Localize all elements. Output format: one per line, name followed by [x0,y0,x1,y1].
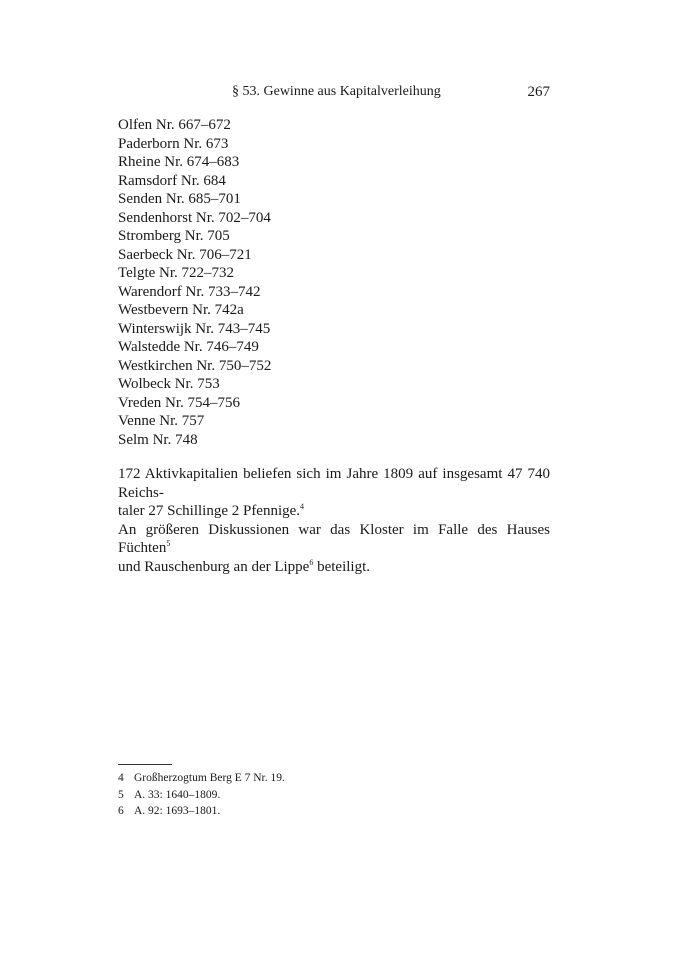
footnote-text: A. 33: 1640–1809. [134,788,221,801]
list-item: Ramsdorf Nr. 684 [118,172,226,189]
running-header [118,84,550,106]
list-item: Stromberg Nr. 705 [118,228,230,244]
list-item: Warendorf Nr. 733–742 [118,283,261,300]
footnote-text: Großherzogtum Berg E 7 Nr. 19. [134,772,285,784]
list-item: Westkirchen Nr. 750–752 [118,357,272,374]
list-item: Olfen Nr. 667–672 [118,117,231,133]
footnote [118,770,285,787]
list-item: Vreden Nr. 754–756 [118,394,240,411]
list-item: Selm Nr. 748 [118,431,198,448]
header-title: § 53. Gewinne aus Kapitalverleihung [232,84,441,99]
footnote-number: 4 [118,772,124,784]
place-list [118,116,271,449]
paragraph-line: beteiligt. [313,558,370,575]
list-item: Sendenhorst Nr. 702–704 [118,209,271,226]
footnote-text: A. 92: 1693–1801. [134,805,221,817]
body-text [118,465,550,576]
list-item: Saerbeck Nr. 706–721 [118,246,252,263]
footnote-ref[interactable]: 4 [300,502,305,511]
footnote [118,803,285,820]
footnote-ref[interactable]: 6 [309,557,314,567]
footnote-ref[interactable]: 5 [166,539,171,548]
paragraph-line: und Rauschenburg an der Lippe [118,558,310,575]
list-item: Westbevern Nr. 742a [118,302,244,318]
footnote [118,787,285,804]
paragraph-line: taler 27 Schillinge 2 Pfennige. [118,503,301,519]
paragraph-line: An größeren Diskussionen war das Kloster im Falle des Hauses Füchten [118,521,550,556]
paragraph-capital [118,465,550,521]
paragraph-line: 172 Aktivkapitalien beliefen sich im Jahre 1809 auf insgesamt 47 740 Reichs- [118,466,550,501]
list-item: Walstedde Nr. 746–749 [118,339,259,355]
list-item: Telgte Nr. 722–732 [118,265,235,281]
page-number: 267 [527,84,550,100]
footnote-divider [118,764,172,765]
list-item: Paderborn Nr. 673 [118,135,229,152]
list-item: Wolbeck Nr. 753 [118,376,220,392]
list-item: Senden Nr. 685–701 [118,191,241,207]
list-item: Rheine Nr. 674–683 [118,154,240,170]
list-item: Venne Nr. 757 [118,413,205,429]
footnote-number: 5 [118,788,124,801]
list-item: Winterswijk Nr. 743–745 [118,320,271,337]
paragraph-discussions [118,521,550,577]
footnote-number: 6 [118,805,124,817]
footnotes [118,770,285,820]
